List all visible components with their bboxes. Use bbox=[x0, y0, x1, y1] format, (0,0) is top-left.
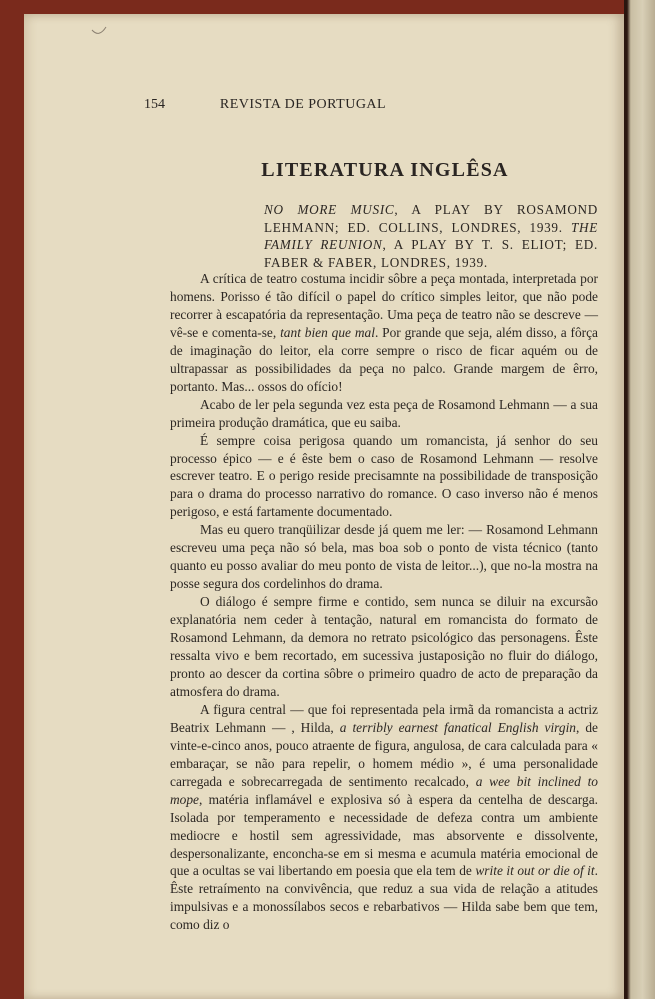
article-body bbox=[170, 270, 598, 934]
citation-title-2: THE FAMILY REUNION bbox=[264, 219, 598, 253]
paragraph-6 bbox=[170, 701, 598, 934]
paragraph-6-text-a: A figura central — que foi representada pela irmã da romancista a actriz Beatrix Lehmann — , Hilda, bbox=[170, 701, 598, 735]
paragraph-1-italic: tant bien que mal bbox=[280, 324, 375, 340]
paragraph-1-text-end: . Por grande que seja, além disso, a fôrça de imaginação do leitor, ela corre sempre o risco de ficar aquém ou de ultrapassar as possibilidades da peça no palco. Grande margem de êrro, portanto. Mas... ossos do ofício! bbox=[170, 324, 598, 394]
paragraph-1-text: A crítica de teatro costuma incidir sôbre a peça montada, interpretada por homens. Porisso é tão difícil o papel do crítico simples leitor, que não pode recorrer à escapatória da representação. Uma peça de teatro não se descreve — vê-se e comenta-se, bbox=[170, 271, 598, 340]
page-number: 154 bbox=[144, 97, 165, 112]
citation-details-1: , A PLAY BY ROSAMOND LEHMANN; ED. COLLINS, LONDRES, 1939. bbox=[264, 202, 598, 235]
article-title: LITERATURA INGLÊSA bbox=[261, 159, 509, 181]
page-header bbox=[144, 97, 462, 115]
running-head: REVISTA DE PORTUGAL bbox=[219, 97, 387, 112]
paragraph-2: Acabo de ler pela segunda vez esta peça de Rosamond Lehmann — a sua primeira produção dramática, que eu saiba. bbox=[170, 396, 598, 430]
paragraph-4: Mas eu quero tranqüilizar desde já quem me ler: — Rosamond Lehmann escreveu uma peça não só bela, mas boa sob o ponto de vista técnico (tanto quanto eu posso avaliar do meu ponto de vista de leitor...), que no-la mostra na posse segura dos cordelinhos do drama. bbox=[170, 522, 598, 592]
paragraph-6-italic-b: a terribly earnest fanatical English virgin bbox=[339, 719, 577, 735]
citation-details-2: , A PLAY BY T. S. ELIOT; ED. FABER & FABER, LONDRES, 1939. bbox=[264, 237, 598, 270]
paragraph-6-italic-d: a wee bit inclined to mope bbox=[170, 773, 599, 807]
paragraph-6-text-c: , de vinte-e-cinco anos, pouco atraente de figura, angulosa, de cara calculada para « embaraçar, se não para repelir, o homem médio », é uma personalidade carregada e sobrecarregada de sentimento recalcado, bbox=[170, 719, 598, 789]
citation-title-1: NO MORE MUSIC bbox=[264, 202, 395, 217]
book-citation bbox=[264, 201, 598, 271]
paragraph-1 bbox=[170, 270, 598, 396]
paragraph-6-text-e: , matéria inflamável e explosiva só à espera da centelha de descarga. Isolada por temperamento e necessidade de defeza contra um ambiente mediocre e hostil sem agressividade, mas absorvente e dissolvente, despersonalizante, enconcha-se em si mesma e acumula matéria emocional de que a ocultas se vai libertando em poesia que ela tem de bbox=[170, 791, 598, 879]
adjacent-page-edge bbox=[624, 0, 655, 999]
paragraph-6-italic-f: write it out or die of it bbox=[475, 863, 595, 879]
paragraph-3: É sempre coisa perigosa quando um romancista, já senhor do seu processo épico — e é êste bem o caso de Rosamond Lehmann — resolve escrever teatro. E o perigo reside precisamnte na possibilidade de transposição para o drama do processo narrativo do romance. O caso inverso não é menos perigoso, e está fartamente documentado. bbox=[170, 432, 598, 520]
paragraph-5: O diálogo é sempre firme e contido, sem nunca se diluir na excursão explanatória nem ceder à tentação, natural em romancista do formato de Rosamond Lehmann, da demora no retrato psicológico das personagens. Êste ressalta vivo e bem recortado, em sucessiva justaposição no fluir do diálogo, pronto ao descer da cortina sôbre o primeiro quadro de acto de preparação da atmosfera do drama. bbox=[170, 594, 598, 699]
paragraph-6-text-g: . Êste retraímento na convivência, que reduz a sua vida de relação a atitudes impulsivas e a monossílabos secos e rebarbativos — Hilda sabe bem que tem, como diz o bbox=[170, 863, 598, 933]
